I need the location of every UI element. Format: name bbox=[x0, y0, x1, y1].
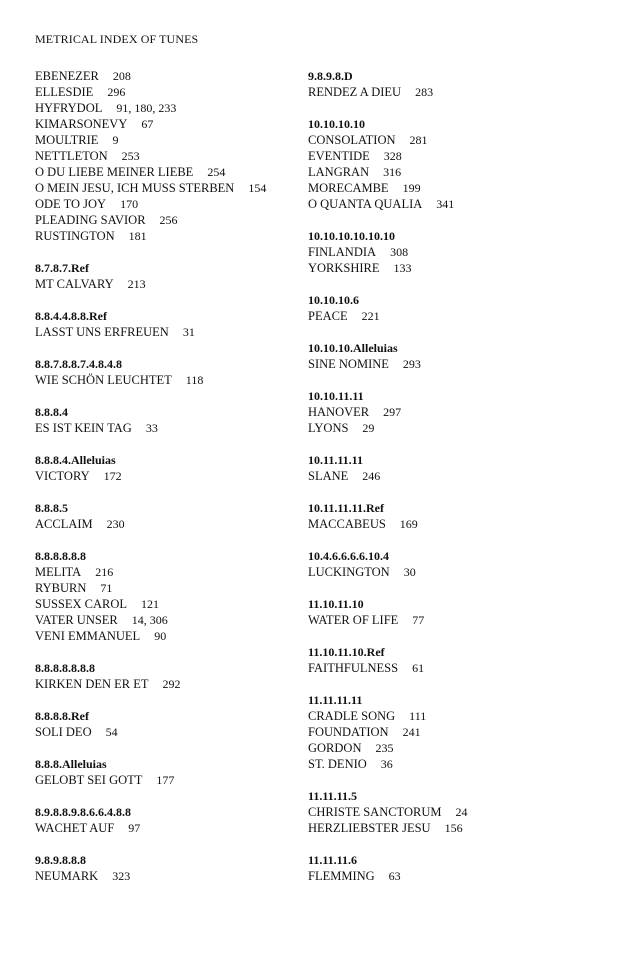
meter-heading: 9.8.9.8.8.8 bbox=[35, 853, 86, 867]
tune-name: CRADLE SONG bbox=[308, 709, 396, 723]
meter-group bbox=[308, 500, 608, 532]
tune-name: PEACE bbox=[308, 309, 348, 323]
tune-name: GORDON bbox=[308, 741, 362, 755]
tune-entry bbox=[308, 820, 608, 836]
tune-name: EBENEZER bbox=[35, 69, 99, 83]
tune-entry bbox=[35, 84, 295, 100]
tune-entry bbox=[308, 164, 608, 180]
meter-group bbox=[35, 500, 295, 532]
meter-group bbox=[308, 116, 608, 212]
meter-group bbox=[35, 68, 295, 244]
hymn-number: 170 bbox=[120, 197, 139, 211]
hymn-number: 213 bbox=[127, 277, 146, 291]
meter-heading: 8.8.8.Alleluias bbox=[35, 757, 107, 771]
tune-name: LUCKINGTON bbox=[308, 565, 390, 579]
meter-group bbox=[35, 660, 295, 692]
hymn-number: 67 bbox=[141, 117, 154, 131]
meter-heading: 10.10.10.10 bbox=[308, 117, 365, 131]
tune-entry bbox=[308, 308, 608, 324]
meter-heading: 8.8.8.4.Alleluias bbox=[35, 453, 116, 467]
tune-name: O QUANTA QUALIA bbox=[308, 197, 423, 211]
meter-group bbox=[35, 308, 295, 340]
hymn-number: 63 bbox=[388, 869, 401, 883]
tune-entry bbox=[308, 148, 608, 164]
tune-name: KIRKEN DEN ER ET bbox=[35, 677, 149, 691]
tune-name: SUSSEX CAROL bbox=[35, 597, 128, 611]
tune-name: ODE TO JOY bbox=[35, 197, 107, 211]
tune-entry bbox=[35, 868, 295, 884]
hymn-number: 181 bbox=[128, 229, 147, 243]
tune-name: WATER OF LIFE bbox=[308, 613, 399, 627]
hymn-number: 61 bbox=[412, 661, 425, 675]
tune-name: RENDEZ A DIEU bbox=[308, 85, 402, 99]
tune-name: HERZLIEBSTER JESU bbox=[308, 821, 431, 835]
hymn-number: 29 bbox=[362, 421, 375, 435]
tune-name: CONSOLATION bbox=[308, 133, 396, 147]
meter-heading: 8.8.8.8.Ref bbox=[35, 709, 89, 723]
tune-name: LANGRAN bbox=[308, 165, 370, 179]
hymn-number: 235 bbox=[375, 741, 394, 755]
tune-entry bbox=[35, 68, 295, 84]
meter-heading: 10.11.11.11 bbox=[308, 453, 364, 467]
tune-entry bbox=[35, 196, 295, 212]
hymn-number: 297 bbox=[383, 405, 402, 419]
tune-entry bbox=[35, 324, 295, 340]
hymn-number: 118 bbox=[185, 373, 204, 387]
right-column bbox=[308, 68, 608, 900]
meter-group bbox=[308, 596, 608, 628]
tune-entry bbox=[308, 516, 608, 532]
meter-heading: 10.10.10.10.10.10 bbox=[308, 229, 395, 243]
hymn-number: 199 bbox=[402, 181, 421, 195]
tune-name: SOLI DEO bbox=[35, 725, 92, 739]
tune-entry bbox=[35, 676, 295, 692]
meter-group bbox=[308, 452, 608, 484]
meter-group bbox=[308, 68, 608, 100]
tune-name: RYBURN bbox=[35, 581, 87, 595]
meter-group bbox=[308, 692, 608, 772]
tune-entry bbox=[35, 148, 295, 164]
meter-group bbox=[308, 388, 608, 436]
meter-heading: 11.11.11.6 bbox=[308, 853, 358, 867]
meter-group bbox=[308, 788, 608, 836]
tune-entry bbox=[308, 740, 608, 756]
tune-entry bbox=[308, 356, 608, 372]
hymn-number: 341 bbox=[436, 197, 455, 211]
meter-group bbox=[35, 452, 295, 484]
meter-heading: 8.9.8.8.9.8.6.6.4.8.8 bbox=[35, 805, 131, 819]
hymn-number: 90 bbox=[154, 629, 167, 643]
tune-entry bbox=[35, 132, 295, 148]
tune-name: KIMARSONEVY bbox=[35, 117, 128, 131]
hymn-number: 316 bbox=[383, 165, 402, 179]
hymn-number: 30 bbox=[403, 565, 416, 579]
tune-entry bbox=[35, 772, 295, 788]
meter-heading: 10.11.11.11.Ref bbox=[308, 501, 385, 515]
meter-group bbox=[308, 340, 608, 372]
tune-entry bbox=[308, 132, 608, 148]
tune-name: NEUMARK bbox=[35, 869, 99, 883]
meter-heading: 8.8.8.4 bbox=[35, 405, 68, 419]
tune-entry bbox=[35, 228, 295, 244]
tune-name: SINE NOMINE bbox=[308, 357, 389, 371]
tune-name: MT CALVARY bbox=[35, 277, 114, 291]
hymn-number: 216 bbox=[95, 565, 114, 579]
meter-group bbox=[35, 804, 295, 836]
tune-name: ES IST KEIN TAG bbox=[35, 421, 132, 435]
hymn-number: 221 bbox=[361, 309, 380, 323]
tune-name: FINLANDIA bbox=[308, 245, 377, 259]
tune-entry bbox=[35, 564, 295, 580]
tune-entry bbox=[35, 580, 295, 596]
left-column bbox=[35, 68, 295, 900]
tune-name: FAITHFULNESS bbox=[308, 661, 399, 675]
tune-name: VATER UNSER bbox=[35, 613, 118, 627]
tune-name: WACHET AUF bbox=[35, 821, 115, 835]
tune-name: ELLESDIE bbox=[35, 85, 94, 99]
hymn-number: 169 bbox=[399, 517, 418, 531]
meter-heading: 9.8.9.8.D bbox=[308, 69, 353, 83]
tune-name: PLEADING SAVIOR bbox=[35, 213, 146, 227]
tune-name: MORECAMBE bbox=[308, 181, 389, 195]
tune-entry bbox=[35, 276, 295, 292]
meter-group bbox=[35, 548, 295, 644]
tune-name: MACCABEUS bbox=[308, 517, 386, 531]
tune-entry bbox=[35, 724, 295, 740]
hymn-number: 71 bbox=[100, 581, 113, 595]
hymn-number: 97 bbox=[128, 821, 141, 835]
meter-heading: 10.10.10.Alleluias bbox=[308, 341, 398, 355]
tune-entry bbox=[308, 804, 608, 820]
tune-name: ACCLAIM bbox=[35, 517, 93, 531]
meter-heading: 8.7.8.7.Ref bbox=[35, 261, 89, 275]
meter-heading: 11.10.11.10 bbox=[308, 597, 364, 611]
tune-entry bbox=[35, 516, 295, 532]
tune-name: GELOBT SEI GOTT bbox=[35, 773, 143, 787]
meter-group bbox=[35, 260, 295, 292]
hymn-number: 296 bbox=[107, 85, 126, 99]
hymn-number: 293 bbox=[402, 357, 421, 371]
tune-name: MOULTRIE bbox=[35, 133, 99, 147]
hymn-number: 9 bbox=[112, 133, 119, 147]
tune-entry bbox=[35, 628, 295, 644]
hymn-number: 172 bbox=[103, 469, 122, 483]
tune-entry bbox=[35, 420, 295, 436]
meter-heading: 8.8.8.5 bbox=[35, 501, 68, 515]
tune-name: O DU LIEBE MEINER LIEBE bbox=[35, 165, 194, 179]
tune-name: ST. DENIO bbox=[308, 757, 367, 771]
hymn-number: 253 bbox=[121, 149, 140, 163]
tune-name: RUSTINGTON bbox=[35, 229, 115, 243]
tune-name: LYONS bbox=[308, 421, 349, 435]
tune-entry bbox=[308, 724, 608, 740]
hymn-number: 24 bbox=[455, 805, 468, 819]
hymn-number: 31 bbox=[182, 325, 195, 339]
hymn-number: 283 bbox=[415, 85, 434, 99]
meter-group bbox=[308, 644, 608, 676]
tune-name: HANOVER bbox=[308, 405, 370, 419]
hymn-number: 241 bbox=[402, 725, 421, 739]
tune-entry bbox=[35, 100, 295, 116]
tune-entry bbox=[35, 468, 295, 484]
tune-entry bbox=[35, 164, 295, 180]
meter-heading: 11.10.11.10.Ref bbox=[308, 645, 385, 659]
tune-entry bbox=[35, 820, 295, 836]
tune-entry bbox=[308, 868, 608, 884]
tune-name: LASST UNS ERFREUEN bbox=[35, 325, 169, 339]
hymn-number: 77 bbox=[412, 613, 425, 627]
tune-entry bbox=[308, 756, 608, 772]
hymn-number: 111 bbox=[409, 709, 427, 723]
hymn-number: 308 bbox=[390, 245, 409, 259]
hymn-number: 54 bbox=[105, 725, 118, 739]
meter-group bbox=[308, 228, 608, 276]
meter-group bbox=[35, 356, 295, 388]
tune-name: MELITA bbox=[35, 565, 82, 579]
hymn-number: 246 bbox=[362, 469, 381, 483]
meter-group bbox=[35, 708, 295, 740]
tune-name: HYFRYDOL bbox=[35, 101, 103, 115]
meter-heading: 11.11.11.5 bbox=[308, 789, 358, 803]
tune-name: YORKSHIRE bbox=[308, 261, 380, 275]
tune-entry bbox=[308, 468, 608, 484]
hymn-number: 36 bbox=[380, 757, 393, 771]
page-title: METRICAL INDEX OF TUNES bbox=[35, 32, 199, 46]
hymn-number: 156 bbox=[444, 821, 463, 835]
tune-name: VICTORY bbox=[35, 469, 90, 483]
tune-entry bbox=[308, 404, 608, 420]
hymn-number: 33 bbox=[145, 421, 158, 435]
meter-heading: 11.11.11.11 bbox=[308, 693, 363, 707]
hymn-number: 323 bbox=[112, 869, 131, 883]
tune-name: FOUNDATION bbox=[308, 725, 389, 739]
hymn-number: 133 bbox=[393, 261, 412, 275]
tune-entry bbox=[308, 708, 608, 724]
tune-entry bbox=[35, 612, 295, 628]
tune-entry bbox=[35, 596, 295, 612]
meter-group bbox=[35, 404, 295, 436]
tune-name: VENI EMMANUEL bbox=[35, 629, 141, 643]
tune-entry bbox=[35, 212, 295, 228]
tune-entry bbox=[308, 84, 608, 100]
meter-heading: 10.4.6.6.6.6.10.4 bbox=[308, 549, 389, 563]
hymn-number: 328 bbox=[383, 149, 402, 163]
hymn-number: 177 bbox=[156, 773, 175, 787]
tune-entry bbox=[308, 564, 608, 580]
tune-name: O MEIN JESU, ICH MUSS STERBEN bbox=[35, 181, 235, 195]
hymn-number: 14, 306 bbox=[131, 613, 168, 627]
tune-entry bbox=[308, 196, 608, 212]
hymn-number: 281 bbox=[409, 133, 428, 147]
tune-name: EVENTIDE bbox=[308, 149, 370, 163]
hymn-number: 256 bbox=[159, 213, 178, 227]
meter-heading: 8.8.8.8.8.8 bbox=[35, 549, 86, 563]
tune-entry bbox=[308, 660, 608, 676]
tune-name: FLEMMING bbox=[308, 869, 375, 883]
hymn-number: 154 bbox=[248, 181, 267, 195]
tune-name: WIE SCHÖN LEUCHTET bbox=[35, 373, 172, 387]
tune-name: SLANE bbox=[308, 469, 349, 483]
tune-name: CHRISTE SANCTORUM bbox=[308, 805, 442, 819]
meter-group bbox=[308, 548, 608, 580]
hymn-number: 121 bbox=[141, 597, 160, 611]
meter-heading: 8.8.7.8.8.7.4.8.4.8 bbox=[35, 357, 122, 371]
tune-entry bbox=[308, 260, 608, 276]
meter-heading: 10.10.10.6 bbox=[308, 293, 359, 307]
meter-heading: 10.10.11.11 bbox=[308, 389, 364, 403]
tune-entry bbox=[308, 244, 608, 260]
tune-entry bbox=[308, 180, 608, 196]
meter-group bbox=[35, 852, 295, 884]
meter-heading: 8.8.8.8.8.8.8 bbox=[35, 661, 95, 675]
hymn-number: 230 bbox=[106, 517, 125, 531]
tune-entry bbox=[35, 180, 295, 196]
hymn-number: 208 bbox=[112, 69, 131, 83]
tune-entry bbox=[35, 116, 295, 132]
meter-heading: 8.8.4.4.8.8.Ref bbox=[35, 309, 107, 323]
meter-group bbox=[308, 292, 608, 324]
hymn-number: 91, 180, 233 bbox=[116, 101, 177, 115]
tune-entry bbox=[35, 372, 295, 388]
tune-name: NETTLETON bbox=[35, 149, 108, 163]
hymn-number: 292 bbox=[162, 677, 181, 691]
meter-group bbox=[308, 852, 608, 884]
hymn-number: 254 bbox=[207, 165, 226, 179]
tune-entry bbox=[308, 420, 608, 436]
tune-entry bbox=[308, 612, 608, 628]
meter-group bbox=[35, 756, 295, 788]
